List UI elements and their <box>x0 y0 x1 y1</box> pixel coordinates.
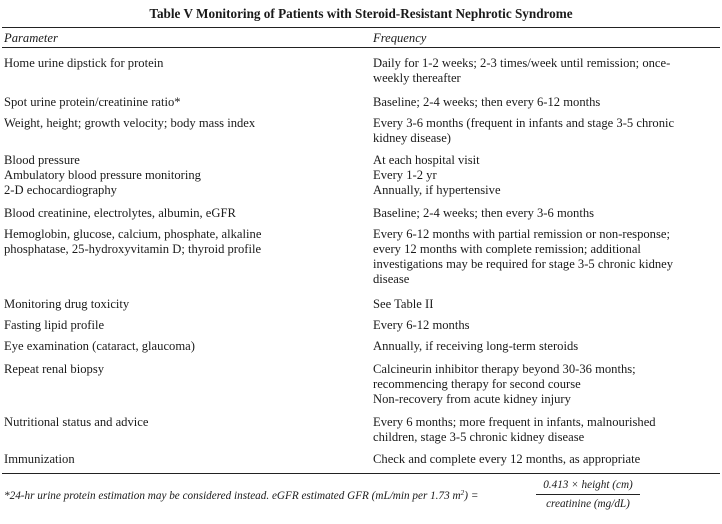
frequency-line: Every 6 months; more frequent in infants, malnourished <box>373 415 656 429</box>
frequency-line: kidney disease) <box>373 131 451 145</box>
parameter-line: Nutritional status and advice <box>4 415 149 429</box>
parameter-cell <box>4 339 359 354</box>
frequency-line: weekly thereafter <box>373 71 461 85</box>
frequency-line: Every 3-6 months (frequent in infants and stage 3-5 chronic <box>373 116 675 130</box>
parameter-line: Blood creatinine, electrolytes, albumin, eGFR <box>4 206 236 220</box>
parameter-cell <box>4 452 359 467</box>
parameter-cell <box>4 415 359 430</box>
frequency-cell <box>373 95 718 110</box>
formula-denominator: creatinine (mg/dL) <box>546 498 630 510</box>
frequency-cell <box>373 452 718 467</box>
parameter-cell <box>4 297 359 312</box>
frequency-line: Every 6-12 months <box>373 318 470 332</box>
parameter-line: Fasting lipid profile <box>4 318 105 332</box>
frequency-cell <box>373 297 718 312</box>
frequency-line: Check and complete every 12 months, as appropriate <box>373 452 641 466</box>
header-rule <box>2 47 720 48</box>
parameter-line: Immunization <box>4 452 75 466</box>
frequency-line: Baseline; 2-4 weeks; then every 6-12 months <box>373 95 601 109</box>
bottom-rule <box>2 473 720 474</box>
table-title: Table V Monitoring of Patients with Steroid-Resistant Nephrotic Syndrome <box>149 6 573 21</box>
frequency-line: See Table II <box>373 297 434 311</box>
frequency-line: children, stage 3-5 chronic kidney disease <box>373 430 585 444</box>
parameter-line: Home urine dipstick for protein <box>4 56 164 70</box>
parameter-line: Repeat renal biopsy <box>4 362 105 376</box>
frequency-cell <box>373 339 718 354</box>
parameter-line: Hemoglobin, glucose, calcium, phosphate, alkaline <box>4 227 262 241</box>
frequency-cell <box>373 318 718 333</box>
parameter-cell <box>4 153 359 198</box>
frequency-line: every 12 months with complete remission; additional <box>373 242 641 256</box>
parameter-line: 2-D echocardiography <box>4 183 117 197</box>
frequency-line: Annually, if receiving long-term steroids <box>373 339 579 353</box>
frequency-line: Annually, if hypertensive <box>373 183 501 197</box>
frequency-cell <box>373 227 718 287</box>
frequency-line: Daily for 1-2 weeks; 2-3 times/week until remission; once- <box>373 56 671 70</box>
frequency-cell <box>373 153 718 198</box>
egfr-formula <box>536 478 640 511</box>
parameter-line: Monitoring drug toxicity <box>4 297 130 311</box>
footnote-superscript: 2 <box>460 488 465 497</box>
top-rule <box>2 27 720 28</box>
frequency-cell <box>373 206 718 221</box>
parameter-line: Ambulatory blood pressure monitoring <box>4 168 201 182</box>
frequency-line: Every 6-12 months with partial remission or non-response; <box>373 227 670 241</box>
parameter-line: phosphatase, 25-hydroxyvitamin D; thyroid profile <box>4 242 262 256</box>
frequency-line: Baseline; 2-4 weeks; then every 3-6 months <box>373 206 595 220</box>
frequency-cell <box>373 116 718 146</box>
frequency-line: Non-recovery from acute kidney injury <box>373 392 571 406</box>
parameter-line: Eye examination (cataract, glaucoma) <box>4 339 195 353</box>
parameter-line: Weight, height; growth velocity; body mass index <box>4 116 256 130</box>
frequency-line: disease <box>373 272 410 286</box>
parameter-cell <box>4 227 359 257</box>
parameter-cell <box>4 56 359 71</box>
parameter-cell <box>4 95 359 110</box>
footnote-text <box>4 489 478 504</box>
footnote-text-prefix: *24-hr urine protein estimation may be considered instead. eGFR estimated GFR (mL/min per 1.73 m <box>4 490 461 502</box>
frequency-line: investigations may be required for stage 3-5 chronic kidney <box>373 257 674 271</box>
parameter-line: Spot urine protein/creatinine ratio* <box>4 95 181 109</box>
frequency-cell <box>373 362 718 407</box>
frequency-line: Calcineurin inhibitor therapy beyond 30-36 months; <box>373 362 636 376</box>
frequency-cell <box>373 415 718 445</box>
frequency-line: recommencing therapy for second course <box>373 377 581 391</box>
parameter-line: Blood pressure <box>4 153 80 167</box>
frequency-line: At each hospital visit <box>373 153 480 167</box>
header-parameter: Parameter <box>4 31 58 45</box>
footnote-text-suffix: ) = <box>464 490 479 502</box>
header-frequency: Frequency <box>373 31 427 45</box>
parameter-cell <box>4 362 359 377</box>
formula-numerator: 0.413 × height (cm) <box>543 479 633 491</box>
parameter-cell <box>4 116 359 131</box>
fraction-bar <box>536 494 640 495</box>
parameter-cell <box>4 318 359 333</box>
frequency-line: Every 1-2 yr <box>373 168 437 182</box>
frequency-cell <box>373 56 718 86</box>
footnote <box>4 477 720 521</box>
parameter-cell <box>4 206 359 221</box>
